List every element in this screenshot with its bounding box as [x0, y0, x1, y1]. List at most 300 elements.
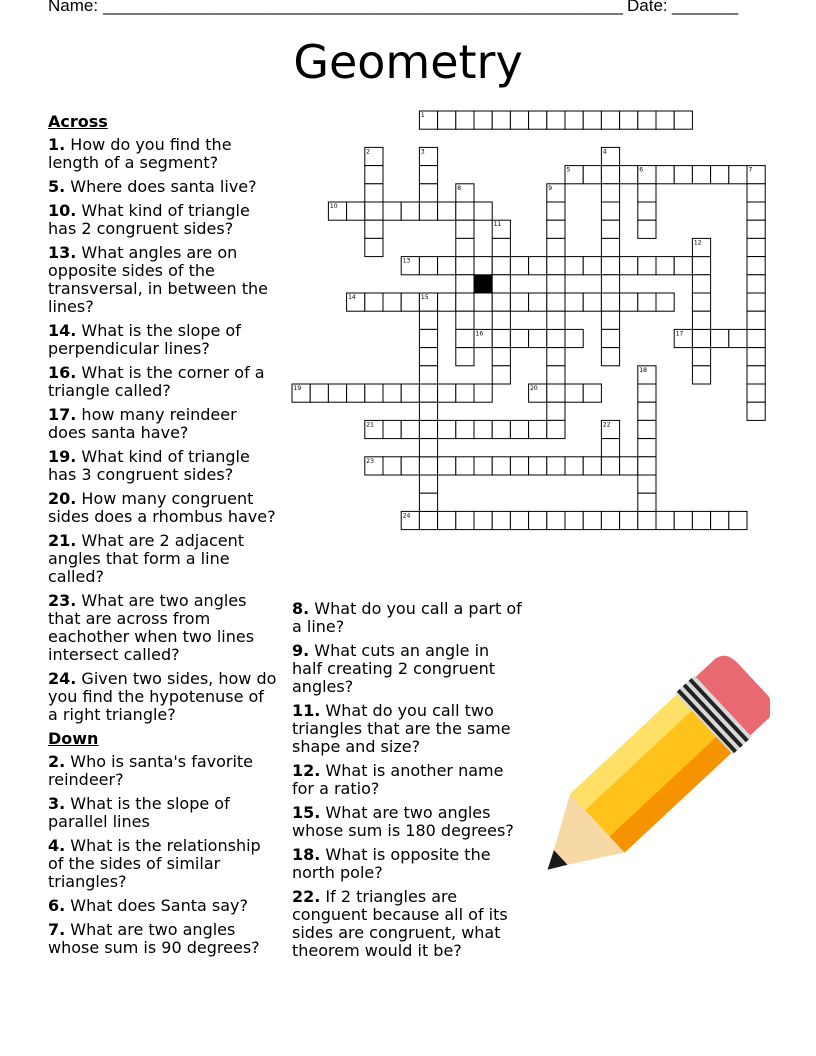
crossword-cell[interactable]	[529, 511, 547, 529]
crossword-cell[interactable]	[747, 329, 765, 347]
crossword-cell[interactable]	[438, 111, 456, 129]
crossword-cell[interactable]	[419, 293, 437, 311]
crossword-cell[interactable]	[747, 348, 765, 366]
crossword-cell[interactable]	[492, 329, 510, 347]
crossword-cell[interactable]	[601, 329, 619, 347]
clue-text: How many congruent sides does a rhombus have?	[48, 489, 276, 526]
across-clue-list	[48, 136, 278, 724]
crossword-cell[interactable]	[601, 293, 619, 311]
down-clue-7	[48, 921, 278, 957]
crossword-cell[interactable]	[401, 457, 419, 475]
crossword-cell[interactable]	[583, 166, 601, 184]
crossword-cell[interactable]	[510, 457, 528, 475]
crossword-cell[interactable]	[419, 511, 437, 529]
crossword-cell[interactable]	[529, 457, 547, 475]
cell-number: 14	[348, 294, 356, 301]
crossword-cell[interactable]	[638, 111, 656, 129]
down-clue-9	[292, 642, 522, 696]
crossword-cell[interactable]	[583, 293, 601, 311]
crossword-cell[interactable]	[565, 329, 583, 347]
clue-number: 10.	[48, 201, 77, 220]
crossword-cell[interactable]	[419, 493, 437, 511]
crossword-cell[interactable]	[474, 511, 492, 529]
clue-text: What is the slope of parallel lines	[48, 794, 230, 831]
across-clue-19	[48, 448, 278, 484]
crossword-cell[interactable]	[747, 402, 765, 420]
across-clue-23	[48, 592, 278, 664]
clue-text: What do you call a part of a line?	[292, 599, 522, 636]
clue-number: 8.	[292, 599, 310, 618]
crossword-cell[interactable]	[547, 220, 565, 238]
crossword-cell[interactable]	[365, 238, 383, 256]
crossword-cell[interactable]	[747, 184, 765, 202]
crossword-cell[interactable]	[638, 293, 656, 311]
crossword-cell[interactable]	[547, 257, 565, 275]
crossword-cell[interactable]	[547, 420, 565, 438]
crossword-cell[interactable]	[692, 166, 710, 184]
crossword-cell[interactable]	[692, 348, 710, 366]
crossword-cell[interactable]	[347, 384, 365, 402]
crossword-cell[interactable]	[547, 329, 565, 347]
clue-text: What angles are on opposite sides of the transversal, in between the lines?	[48, 243, 268, 316]
crossword-cell[interactable]	[419, 166, 437, 184]
across-clue-20	[48, 490, 278, 526]
across-clue-16	[48, 364, 278, 400]
crossword-cell[interactable]	[383, 293, 401, 311]
clue-number: 6.	[48, 896, 66, 915]
crossword-cell[interactable]	[692, 257, 710, 275]
down-clue-18	[292, 846, 522, 882]
crossword-cell[interactable]	[529, 111, 547, 129]
crossword-cell[interactable]	[692, 238, 710, 256]
crossword-cell[interactable]	[565, 457, 583, 475]
crossword-cell[interactable]	[547, 366, 565, 384]
crossword-cell[interactable]	[347, 293, 365, 311]
crossword-cell[interactable]	[492, 511, 510, 529]
crossword-cell[interactable]	[747, 366, 765, 384]
crossword-cell[interactable]	[620, 511, 638, 529]
crossword-cell[interactable]	[674, 329, 692, 347]
crossword-cell[interactable]	[583, 111, 601, 129]
cell-number: 20	[530, 385, 538, 392]
crossword-cell[interactable]	[456, 311, 474, 329]
clue-text: how many reindeer does santa have?	[48, 405, 237, 442]
crossword-cell[interactable]	[383, 384, 401, 402]
cell-number: 11	[493, 221, 502, 229]
crossword-cell[interactable]	[510, 511, 528, 529]
clue-text: What are two angles whose sum is 90 degrees?	[48, 920, 260, 957]
crossword-cell[interactable]	[419, 475, 437, 493]
crossword-cell[interactable]	[456, 111, 474, 129]
crossword-cell[interactable]	[492, 220, 510, 238]
crossword-cell[interactable]	[365, 293, 383, 311]
down-clue-11	[292, 702, 522, 756]
crossword-cell[interactable]	[510, 111, 528, 129]
crossword-cell[interactable]	[656, 111, 674, 129]
crossword-cell[interactable]	[601, 184, 619, 202]
crossword-cell[interactable]	[365, 184, 383, 202]
crossword-cell[interactable]	[401, 420, 419, 438]
cell-number: 4	[602, 148, 607, 156]
crossword-cell[interactable]	[729, 329, 747, 347]
crossword-cell[interactable]	[492, 311, 510, 329]
clue-number: 11.	[292, 701, 321, 720]
crossword-cell[interactable]	[747, 238, 765, 256]
crossword-cell[interactable]	[638, 457, 656, 475]
crossword-cell[interactable]	[638, 475, 656, 493]
crossword-cell[interactable]	[583, 457, 601, 475]
clue-text: What is opposite the north pole?	[292, 845, 491, 882]
crossword-cell[interactable]	[601, 511, 619, 529]
crossword-cell[interactable]	[547, 111, 565, 129]
clue-number: 14.	[48, 321, 77, 340]
crossword-cell[interactable]	[401, 257, 419, 275]
crossword-cell[interactable]	[547, 511, 565, 529]
clue-column-left	[48, 113, 278, 963]
crossword-cell[interactable]	[674, 111, 692, 129]
crossword-cell[interactable]	[547, 275, 565, 293]
date-label: Date:	[627, 0, 668, 15]
cell-number: 22	[602, 421, 611, 429]
crossword-cell[interactable]	[547, 348, 565, 366]
clue-number: 24.	[48, 669, 77, 688]
crossword-cell[interactable]	[492, 457, 510, 475]
crossword-cell[interactable]	[456, 275, 474, 293]
crossword-cell[interactable]	[547, 293, 565, 311]
crossword-cell[interactable]	[492, 420, 510, 438]
across-clue-10	[48, 202, 278, 238]
crossword-cell[interactable]	[456, 293, 474, 311]
crossword-cell[interactable]	[547, 457, 565, 475]
cell-number: 1	[420, 112, 425, 119]
crossword-cell[interactable]	[401, 202, 419, 220]
crossword-cell[interactable]	[601, 220, 619, 238]
crossword-cell[interactable]	[747, 311, 765, 329]
crossword-cell[interactable]	[419, 366, 437, 384]
crossword-cell[interactable]	[510, 293, 528, 311]
name-label: Name:	[48, 0, 99, 15]
crossword-cell[interactable]	[419, 184, 437, 202]
across-clue-14	[48, 322, 278, 358]
crossword-cell[interactable]	[547, 202, 565, 220]
crossword-cell[interactable]	[656, 293, 674, 311]
clue-text: What is the slope of perpendicular lines?	[48, 321, 241, 358]
crossword-cell[interactable]	[601, 439, 619, 457]
crossword-cell[interactable]	[601, 275, 619, 293]
crossword-cell[interactable]	[419, 111, 437, 129]
across-clue-24	[48, 670, 278, 724]
cell-number: 12	[693, 239, 702, 247]
crossword-cell[interactable]	[674, 166, 692, 184]
crossword-cell[interactable]	[419, 257, 437, 275]
crossword-cell[interactable]	[620, 293, 638, 311]
crossword-cell[interactable]	[492, 348, 510, 366]
crossword-cell[interactable]	[747, 293, 765, 311]
clue-number: 1.	[48, 135, 66, 154]
crossword-cell[interactable]	[620, 257, 638, 275]
clue-text: What kind of triangle has 2 congruent sides?	[48, 201, 250, 238]
crossword-cell[interactable]	[601, 420, 619, 438]
crossword-cell[interactable]	[692, 275, 710, 293]
crossword-cell[interactable]	[419, 384, 437, 402]
crossword-cell[interactable]	[365, 220, 383, 238]
crossword-cell[interactable]	[656, 257, 674, 275]
crossword-cell[interactable]	[492, 293, 510, 311]
crossword-cell[interactable]	[401, 293, 419, 311]
cell-number: 3	[420, 148, 425, 156]
crossword-cell[interactable]	[456, 348, 474, 366]
crossword-cell[interactable]	[674, 511, 692, 529]
clue-number: 17.	[48, 405, 77, 424]
cell-number: 10	[329, 203, 338, 210]
crossword-cell[interactable]	[692, 366, 710, 384]
crossword-cell[interactable]	[601, 348, 619, 366]
crossword-cell[interactable]	[492, 111, 510, 129]
crossword-cell[interactable]	[438, 202, 456, 220]
crossword-cell[interactable]	[419, 402, 437, 420]
crossword-cell[interactable]	[474, 257, 492, 275]
crossword-cell[interactable]	[474, 293, 492, 311]
crossword-cell[interactable]	[310, 384, 328, 402]
crossword-cell[interactable]	[456, 420, 474, 438]
crossword-cell[interactable]	[438, 511, 456, 529]
crossword-cell[interactable]	[620, 166, 638, 184]
down-clue-12	[292, 762, 522, 798]
crossword-cell[interactable]	[547, 238, 565, 256]
crossword-cell[interactable]	[692, 293, 710, 311]
cell-number: 6	[639, 166, 644, 174]
crossword-cell[interactable]	[438, 457, 456, 475]
clue-number: 18.	[292, 845, 321, 864]
crossword-cell[interactable]	[365, 420, 383, 438]
crossword-cell[interactable]	[456, 384, 474, 402]
crossword-cell[interactable]	[656, 166, 674, 184]
crossword-cell[interactable]	[383, 202, 401, 220]
crossword-cell[interactable]	[328, 384, 346, 402]
clue-number: 4.	[48, 836, 66, 855]
crossword-cell[interactable]	[419, 329, 437, 347]
crossword-cell[interactable]	[474, 457, 492, 475]
clue-number: 12.	[292, 761, 321, 780]
crossword-cell[interactable]	[365, 166, 383, 184]
crossword-cell[interactable]	[474, 111, 492, 129]
clue-number: 5.	[48, 177, 66, 196]
crossword-cell[interactable]	[529, 293, 547, 311]
crossword-cell[interactable]	[492, 275, 510, 293]
crossword-cell[interactable]	[601, 111, 619, 129]
crossword-cell[interactable]	[638, 493, 656, 511]
date-field[interactable]: _______	[672, 0, 739, 15]
crossword-cell[interactable]	[620, 111, 638, 129]
down-clue-list-left	[48, 753, 278, 957]
crossword-cell[interactable]	[565, 111, 583, 129]
crossword-cell[interactable]	[747, 275, 765, 293]
clue-text: If 2 triangles are conguent because all of its sides are congruent, what theorem would it be?	[292, 887, 508, 960]
crossword-cell[interactable]	[510, 257, 528, 275]
crossword-cell[interactable]	[347, 202, 365, 220]
crossword-cell[interactable]	[438, 293, 456, 311]
crossword-cell[interactable]	[529, 329, 547, 347]
crossword-cell[interactable]	[601, 147, 619, 165]
crossword-cell[interactable]	[565, 511, 583, 529]
crossword-cell[interactable]	[365, 202, 383, 220]
crossword-cell[interactable]	[638, 202, 656, 220]
crossword-cell[interactable]	[711, 511, 729, 529]
crossword-cell[interactable]	[474, 202, 492, 220]
crossword-cell[interactable]	[456, 238, 474, 256]
crossword-cell[interactable]	[547, 384, 565, 402]
crossword-cell[interactable]	[638, 439, 656, 457]
crossword-cell[interactable]	[456, 202, 474, 220]
crossword-cell[interactable]	[601, 257, 619, 275]
clue-number: 21.	[48, 531, 77, 550]
crossword-cell[interactable]	[529, 420, 547, 438]
crossword-cell[interactable]	[565, 384, 583, 402]
clue-text: What kind of triangle has 3 congruent sides?	[48, 447, 250, 484]
across-clue-13	[48, 244, 278, 316]
page-title: Geometry	[293, 35, 523, 89]
clue-number: 20.	[48, 489, 77, 508]
clue-number: 7.	[48, 920, 66, 939]
crossword-cell[interactable]	[638, 366, 656, 384]
crossword-cell[interactable]	[456, 457, 474, 475]
crossword-cell[interactable]	[711, 329, 729, 347]
clue-text: What are two angles whose sum is 180 degrees?	[292, 803, 514, 840]
crossword-cell[interactable]	[583, 511, 601, 529]
crossword-cell[interactable]	[365, 457, 383, 475]
crossword-cell[interactable]	[419, 348, 437, 366]
crossword-cell[interactable]	[711, 166, 729, 184]
crossword-cell[interactable]	[674, 257, 692, 275]
crossword-cell[interactable]	[601, 457, 619, 475]
crossword-cell[interactable]	[601, 202, 619, 220]
crossword-cell[interactable]	[565, 293, 583, 311]
crossword-cell[interactable]	[456, 184, 474, 202]
crossword-cell[interactable]	[510, 329, 528, 347]
down-clue-2	[48, 753, 278, 789]
crossword-cell[interactable]	[401, 511, 419, 529]
clue-number: 9.	[292, 641, 310, 660]
crossword-cell[interactable]	[547, 402, 565, 420]
across-clue-21	[48, 532, 278, 586]
crossword-cell[interactable]	[583, 384, 601, 402]
crossword-cell[interactable]	[438, 257, 456, 275]
crossword-cell[interactable]	[456, 220, 474, 238]
clue-text: How do you find the length of a segment?	[48, 135, 232, 172]
crossword-cell[interactable]	[328, 202, 346, 220]
crossword-cell[interactable]	[601, 238, 619, 256]
cell-number: 21	[366, 421, 374, 429]
crossword-cell[interactable]	[292, 384, 310, 402]
crossword-cell[interactable]	[438, 384, 456, 402]
cell-number: 9	[548, 184, 553, 192]
crossword-cell[interactable]	[419, 202, 437, 220]
crossword-cell[interactable]	[565, 166, 583, 184]
crossword-cell[interactable]	[638, 184, 656, 202]
clue-text: What cuts an angle in half creating 2 congruent angles?	[292, 641, 496, 696]
crossword-cell[interactable]	[747, 202, 765, 220]
crossword-cell[interactable]	[729, 511, 747, 529]
crossword-cell[interactable]	[638, 257, 656, 275]
crossword-cell[interactable]	[492, 238, 510, 256]
crossword-cell[interactable]	[456, 511, 474, 529]
clue-number: 3.	[48, 794, 66, 813]
crossword-cell[interactable]	[419, 420, 437, 438]
crossword-cell[interactable]	[529, 257, 547, 275]
clue-text: What are two angles that are across from eachother when two lines intersect called?	[48, 591, 255, 664]
across-clue-5	[48, 178, 278, 196]
crossword-cell[interactable]	[401, 384, 419, 402]
crossword-cell[interactable]	[729, 166, 747, 184]
crossword-cell[interactable]	[638, 511, 656, 529]
down-clue-8	[292, 600, 522, 636]
crossword-cell[interactable]	[601, 166, 619, 184]
crossword-cell[interactable]	[474, 384, 492, 402]
crossword-cell[interactable]	[438, 420, 456, 438]
crossword-cell[interactable]	[692, 511, 710, 529]
crossword-cell[interactable]	[383, 420, 401, 438]
crossword-cell[interactable]	[419, 147, 437, 165]
name-field[interactable]: _______________________________________________________	[103, 0, 624, 15]
crossword-cell[interactable]	[601, 311, 619, 329]
cell-number: 23	[366, 457, 374, 465]
crossword-cell[interactable]	[492, 366, 510, 384]
crossword-cell[interactable]	[365, 147, 383, 165]
crossword-cell[interactable]	[419, 439, 437, 457]
crossword-cell[interactable]	[656, 511, 674, 529]
crossword-cell[interactable]	[510, 420, 528, 438]
cell-number: 13	[402, 257, 411, 265]
crossword-cell[interactable]	[638, 420, 656, 438]
crossword-cell[interactable]	[547, 184, 565, 202]
crossword-cell[interactable]	[747, 257, 765, 275]
down-clue-list-right	[292, 600, 522, 960]
crossword-cell[interactable]	[747, 220, 765, 238]
crossword-cell[interactable]	[419, 457, 437, 475]
crossword-cell[interactable]	[383, 457, 401, 475]
crossword-cell[interactable]	[620, 457, 638, 475]
clue-number: 2.	[48, 752, 66, 771]
crossword-cell[interactable]	[565, 257, 583, 275]
clue-column-right	[292, 600, 522, 966]
clue-text: Given two sides, how do you find the hypotenuse of a right triangle?	[48, 669, 277, 724]
crossword-cell[interactable]	[474, 420, 492, 438]
crossword-cell[interactable]	[638, 166, 656, 184]
crossword-cell[interactable]	[456, 257, 474, 275]
crossword-cell[interactable]	[365, 384, 383, 402]
name-date-line	[0, 0, 816, 20]
crossword-cell[interactable]	[583, 257, 601, 275]
crossword-cell[interactable]	[638, 402, 656, 420]
crossword-cell[interactable]	[529, 384, 547, 402]
cell-number: 18	[639, 366, 647, 374]
clue-text: What are 2 adjacent angles that form a line called?	[48, 531, 245, 586]
crossword-cell[interactable]	[638, 384, 656, 402]
down-clue-15	[292, 804, 522, 840]
crossword-cell[interactable]	[547, 311, 565, 329]
crossword-cell[interactable]	[474, 329, 492, 347]
crossword-cell[interactable]	[419, 311, 437, 329]
crossword-cell[interactable]	[747, 166, 765, 184]
crossword-cell[interactable]	[638, 220, 656, 238]
clue-text: What is the relationship of the sides of similar triangles?	[48, 836, 261, 891]
crossword-cell[interactable]	[692, 329, 710, 347]
crossword-cell[interactable]	[456, 329, 474, 347]
crossword-cell[interactable]	[747, 384, 765, 402]
crossword-cell[interactable]	[492, 257, 510, 275]
pencil-icon	[525, 655, 770, 900]
crossword-cell[interactable]	[692, 311, 710, 329]
